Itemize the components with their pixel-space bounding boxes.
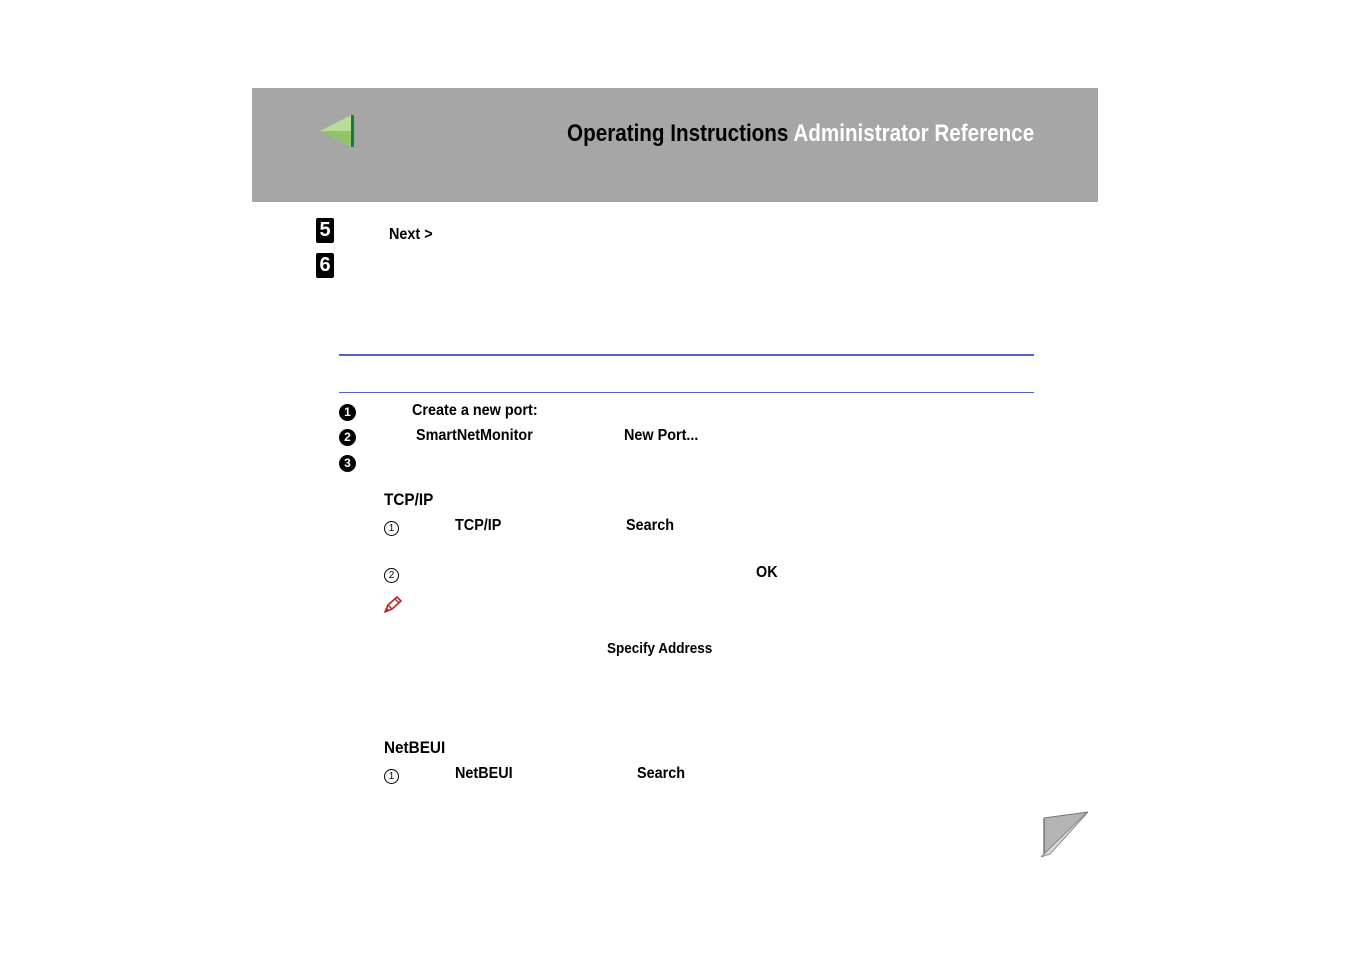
procedure-number-2: 2 bbox=[339, 429, 356, 446]
page-corner-next-icon[interactable] bbox=[1038, 810, 1090, 860]
specify-address-label: Specify Address bbox=[607, 640, 713, 657]
tcpip-substep-1: 1 bbox=[384, 521, 399, 536]
search-button-label: Search bbox=[626, 517, 675, 534]
document-title bbox=[567, 120, 1034, 148]
title-operating-instructions: Operating Instructions bbox=[566, 120, 789, 147]
step-number-6: 6 bbox=[316, 253, 334, 278]
procedure-number-3: 3 bbox=[339, 455, 356, 472]
smartnetmonitor-label: SmartNetMonitor bbox=[416, 427, 533, 444]
procedure-number-1: 1 bbox=[339, 404, 356, 421]
triangle-left-icon[interactable] bbox=[318, 114, 354, 150]
netbeui-option-label: NetBEUI bbox=[455, 765, 513, 782]
title-administrator-reference: Administrator Reference bbox=[793, 120, 1034, 147]
netbeui-search-button-label: Search bbox=[637, 765, 686, 782]
pencil-icon bbox=[383, 596, 403, 614]
page-header bbox=[252, 88, 1098, 202]
section-rule-top bbox=[339, 354, 1034, 356]
tcpip-substep-2: 2 bbox=[384, 568, 399, 583]
step-number-5: 5 bbox=[316, 218, 334, 243]
netbeui-substep-1: 1 bbox=[384, 769, 399, 784]
tcpip-option-label: TCP/IP bbox=[455, 517, 502, 534]
section-rule-bottom bbox=[339, 392, 1034, 393]
new-port-button-label: New Port... bbox=[624, 427, 699, 444]
create-new-port-label: Create a new port: bbox=[412, 402, 538, 419]
next-button-label: Next > bbox=[389, 226, 433, 243]
ok-button-label: OK bbox=[756, 564, 778, 581]
tcpip-heading: TCP/IP bbox=[384, 490, 434, 509]
netbeui-heading: NetBEUI bbox=[384, 738, 446, 757]
